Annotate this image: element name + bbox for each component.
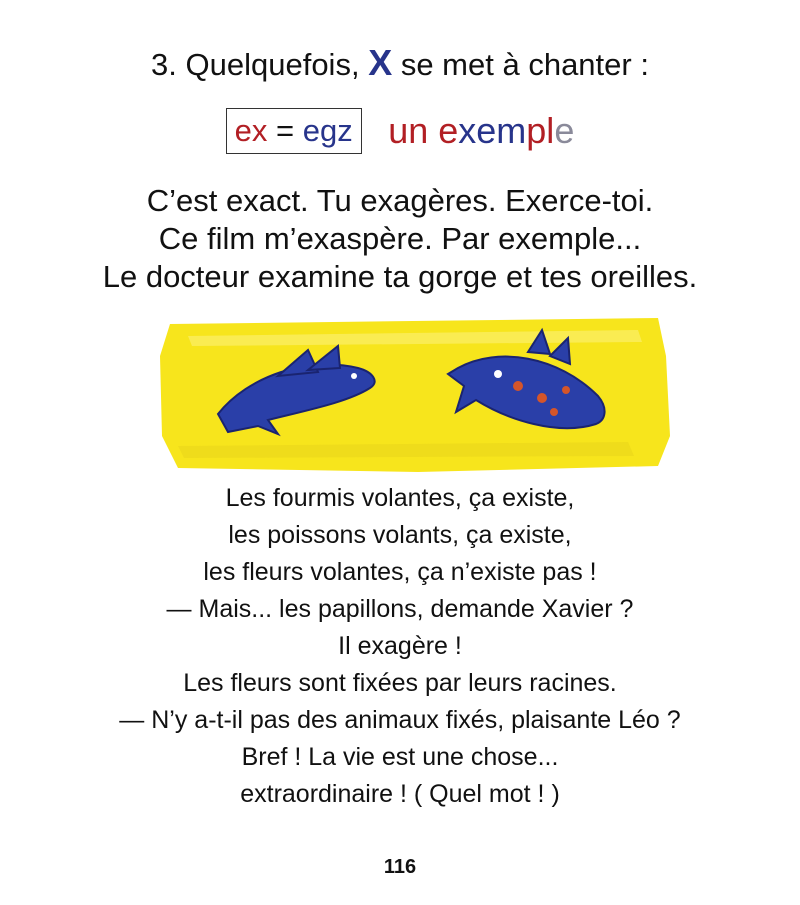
heading-suffix: se met à chanter : [400,47,649,82]
rule-ex: ex [234,113,268,148]
example-un: un [388,110,439,151]
heading-letter-x: X [368,42,393,83]
rule-egz: egz [302,113,353,148]
flying-fish-illustration [158,316,672,474]
poem-line: Bref ! La vie est une chose... [241,743,559,771]
poem-line: extraordinaire ! ( Quel mot ! ) [240,780,560,808]
poem-line: les fleurs volantes, ça n’existe pas ! [203,558,597,586]
rule-equals: = [267,113,303,148]
poem-line: Il exagère ! [338,632,462,660]
example-pl: pl [526,110,555,151]
sentence-line: Le docteur examine ta gorge et tes oreilles. [102,259,698,294]
sound-rule-box [226,108,362,154]
poem-line: les poissons volants, ça existe, [228,521,572,549]
poem-line: — N’y a-t-il pas des animaux fixés, plaisante Léo ? [119,706,681,734]
poem-line: Les fourmis volantes, ça existe, [225,484,575,512]
heading-prefix: 3. Quelquefois, [151,47,360,82]
page-number: 116 [383,856,417,878]
example-sentences [0,182,800,296]
poem-text [0,480,800,813]
example-e2: e [554,110,575,151]
poem-line: — Mais... les papillons, demande Xavier ? [166,595,634,623]
example-e1: e [438,110,459,151]
example-word [388,109,574,153]
sound-rule-row [0,108,800,154]
sentence-line: Ce film m’exaspère. Par exemple... [158,221,642,256]
sentence-line: C’est exact. Tu exagères. Exerce-toi. [146,183,654,218]
example-xem: xem [458,110,527,151]
poem-line: Les fleurs sont fixées par leurs racines. [183,669,617,697]
lesson-heading [0,40,800,88]
